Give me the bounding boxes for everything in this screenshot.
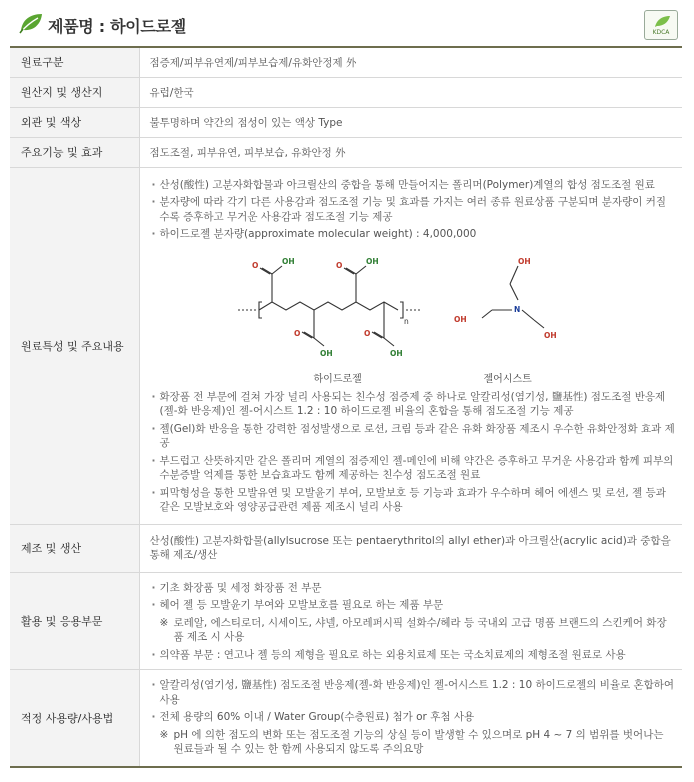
table-row: [10, 77, 682, 107]
oh-label: OH: [319, 348, 333, 358]
oh-label: OH: [517, 256, 531, 266]
oh-label: OH: [389, 348, 403, 358]
product-header: [18, 8, 678, 42]
applications-note: [150, 616, 677, 645]
oh-label: OH: [453, 314, 467, 324]
repeat-unit-label: n: [403, 316, 409, 326]
table-row: [10, 137, 682, 167]
kdca-leaf-icon: [645, 11, 679, 31]
list-item: · 화장품 전 부문에 걸쳐 가장 널리 사용되는 친수성 점증제 중 하나로 알칼리성(염기성, 鹽基性) 점도조절 반응제(젤-화 반응제)인 젤-어시스트 1.2 : 10 하이드로젤 비율의 혼합을 통해 점도조절 기능 제공: [150, 390, 677, 419]
o-label: O: [363, 328, 370, 338]
table-row: [10, 107, 682, 137]
o-label: O: [293, 328, 300, 338]
row-label: 활용 및 응용부문: [10, 572, 139, 670]
list-item: · 젤(Gel)화 반응을 통한 강력한 점성발생으로 로션, 크림 등과 같은 유화 화장품 제조시 우수한 유화안정화 효과 제공: [150, 422, 677, 451]
oh-label: OH: [281, 256, 295, 266]
page-title: 제품명 : 하이드로젤: [48, 17, 186, 36]
note-text: pH 에 의한 점도의 변화 또는 점도조절 기능의 상실 등이 발생할 수 있으며로 pH 4 ~ 7 의 범위를 벗어나는 원료들과 될 수 있는 한 함께 사용되지 않도록 주의요망: [173, 728, 664, 755]
note-text: 로레알, 에스티로더, 시세이도, 샤넬, 아모레퍼시픽 설화수/헤라 등 국내외 고급 명품 브랜드의 스킨케어 화장품 제조 시 사용: [173, 616, 667, 643]
list-item: · 헤어 젤 등 모발윤기 부여와 모발보호를 필요로 하는 제품 부문: [150, 598, 677, 613]
usage-cell: [139, 670, 682, 767]
list-item: · 전체 용량의 60% 이내 / Water Group(수층원료) 첨가 or 후첨 사용: [150, 710, 677, 725]
note-mark: ※: [159, 728, 169, 741]
row-label: 제조 및 생산: [10, 524, 139, 572]
table-row: [10, 572, 682, 670]
row-value: 점증제/피부유연제/피부보습제/유화안정제 外: [139, 47, 682, 77]
kdca-logo: [644, 10, 678, 40]
note-mark: ※: [159, 616, 169, 629]
o-label: O: [335, 260, 342, 270]
n-label: N: [513, 304, 520, 314]
hydrogel-structure-diagram: [150, 246, 570, 370]
features-bottom-list: [150, 390, 677, 515]
list-item: · 분자량에 따라 각기 다른 사용감과 점도조절 기능 및 효과를 가지는 여러 종류 원료상품 구분되며 분자량이 커질수록 증후하고 무거운 사용감과 점도조절 기능 제공: [150, 195, 677, 224]
table-row: [10, 524, 682, 572]
oh-label: OH: [543, 330, 557, 340]
usage-list: [150, 678, 677, 725]
features-top-list: [150, 178, 677, 242]
list-item: · 알칼리성(염기성, 鹽基性) 점도조절 반응제(젤-화 반응제)인 젤-어시스트 1.2 : 10 하이드로젤의 비율로 혼합하여 사용: [150, 678, 677, 707]
row-value: 산성(酸性) 고분자화합물(allylsucrose 또는 pentaerythritol의 allyl ether)과 아크릴산(acrylic acid)과 중합을 통해 제조/생산: [139, 524, 682, 572]
row-value: 점도조절, 피부유연, 피부보습, 유화안정 外: [139, 137, 682, 167]
row-label: 외관 및 색상: [10, 107, 139, 137]
hydrogel-caption: 하이드로젤: [313, 373, 362, 385]
chemical-structures: [150, 246, 677, 384]
table-row: [10, 47, 682, 77]
kdca-badge-text: KDCA: [652, 29, 670, 36]
row-label: 원산지 및 생산지: [10, 77, 139, 107]
oh-label: OH: [365, 256, 379, 266]
row-label: 적정 사용량/사용법: [10, 670, 139, 767]
table-row: [10, 670, 682, 767]
row-value: 유럽/한국: [139, 77, 682, 107]
row-value: 불투명하며 약간의 점성이 있는 액상 Type: [139, 107, 682, 137]
applications-list-after: [150, 648, 677, 663]
list-item: · 산성(酸性) 고분자화합물과 아크릴산의 중합을 통해 만들어지는 폴리머(Polymer)계열의 합성 점도조절 원료: [150, 178, 677, 193]
leaf-icon: [18, 12, 44, 34]
table-row: [10, 167, 682, 524]
features-cell: [139, 167, 682, 524]
row-label: 주요기능 및 효과: [10, 137, 139, 167]
o-label: O: [251, 260, 258, 270]
applications-cell: [139, 572, 682, 670]
list-item: · 기초 화장품 및 세정 화장품 전 부문: [150, 581, 677, 596]
list-item: · 피막형성을 통한 모발유연 및 모발윤기 부여, 모발보호 등 기능과 효과가 우수하며 헤어 에센스 및 로션, 젤 등과 같은 모발보호와 영양공급관련 제품 제조시 널리 사용: [150, 486, 677, 515]
spec-table: [10, 46, 682, 768]
list-item: · 부드럽고 산뜻하지만 같은 폴리머 계열의 점증제인 젤-메인에 비해 약간은 증후하고 무거운 사용감과 함께 피부의 수분증발 억제를 통한 보습효과도 함께 제공하는 친수성 점도조절 원료: [150, 454, 677, 483]
list-item: · 하이드로젤 분자량(approximate molecular weight) : 4,000,000: [150, 227, 677, 242]
row-label: 원료구분: [10, 47, 139, 77]
usage-note: [150, 728, 677, 757]
list-item: · 의약품 부문 : 연고나 젤 등의 제형을 필요로 하는 외용치료제 또는 국소치료제의 제형조절 원료로 사용: [150, 648, 677, 663]
applications-list: [150, 581, 677, 613]
row-label: 원료특성 및 주요내용: [10, 167, 139, 524]
gel-assist-caption: 젤어시스트: [483, 373, 532, 385]
